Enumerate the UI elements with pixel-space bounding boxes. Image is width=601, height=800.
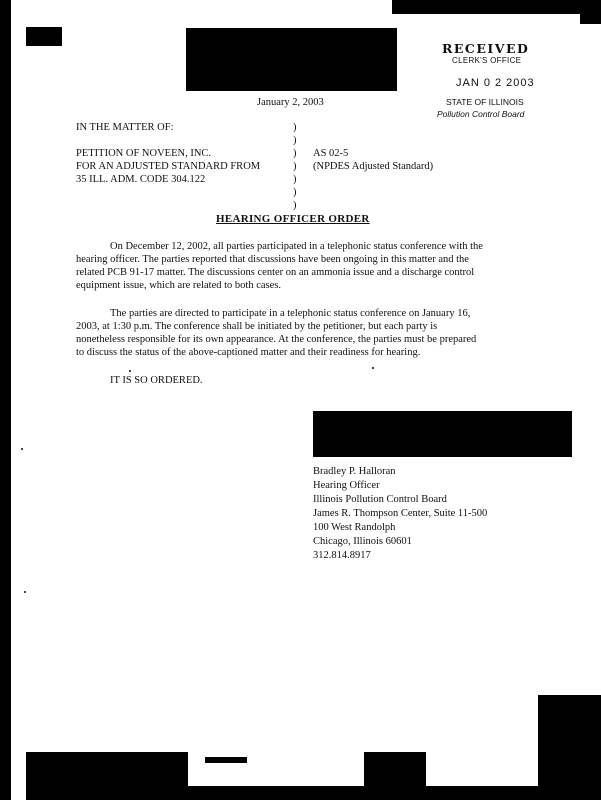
paragraph-1-line: equipment issue, which are related to both cases. xyxy=(76,280,281,291)
bottom-left-redaction xyxy=(26,752,188,800)
closing-statement: IT IS SO ORDERED. xyxy=(110,375,203,386)
signature-title: Hearing Officer xyxy=(313,480,380,491)
paragraph-1-line: On December 12, 2002, all parties participated in a telephonic status conference with the xyxy=(110,241,483,252)
signature-street: 100 West Randolph xyxy=(313,522,396,533)
bottom-right-redaction xyxy=(538,695,601,800)
paragraph-1-line: related PCB 91-17 matter. The discussions center on an ammonia issue and a discharge control xyxy=(76,267,475,278)
top-scan-bar xyxy=(392,0,601,14)
top-left-redaction xyxy=(26,27,62,46)
case-type: (NPDES Adjusted Standard) xyxy=(313,161,434,172)
signature-agency: Illinois Pollution Control Board xyxy=(313,494,447,505)
paragraph-1-line: hearing officer. The parties reported that discussions have been ongoing in this matter and the xyxy=(76,254,469,265)
scan-speck xyxy=(129,370,131,372)
scan-speck xyxy=(372,367,374,369)
received-stamp-board: Pollution Control Board xyxy=(437,109,525,119)
signature-redaction xyxy=(313,411,572,457)
bottom-strip xyxy=(188,786,538,800)
caption-petition-line: 35 ILL. ADM. CODE 304.122 xyxy=(76,174,206,185)
paragraph-2-line: 2003, at 1:30 p.m. The conference shall be initiated by the petitioner, but each party is xyxy=(76,321,438,332)
paragraph-2-line: nonetheless responsible for its own appearance. At the conference, the parties must be prepared xyxy=(76,334,477,345)
document-date: January 2, 2003 xyxy=(257,97,324,108)
signature-phone: 312.814.8917 xyxy=(313,550,371,561)
signature-city: Chicago, Illinois 60601 xyxy=(313,536,412,547)
bottom-small-mark xyxy=(205,757,247,763)
signature-name: Bradley P. Halloran xyxy=(313,466,396,477)
caption-petition-line: PETITION OF NOVEEN, INC. xyxy=(76,148,212,159)
header-redaction xyxy=(186,28,397,91)
order-heading: HEARING OFFICER ORDER xyxy=(216,213,370,225)
received-stamp-office: CLERK'S OFFICE xyxy=(452,56,522,65)
case-number: AS 02-5 xyxy=(313,148,349,159)
caption-paren-column: ) ) ) ) ) ) ) xyxy=(293,122,297,211)
signature-building: James R. Thompson Center, Suite 11-500 xyxy=(313,508,488,519)
top-right-corner-mark xyxy=(580,0,601,24)
left-scan-edge xyxy=(0,0,11,800)
received-stamp-state: STATE OF ILLINOIS xyxy=(446,97,524,107)
caption-matter-line: IN THE MATTER OF: xyxy=(76,122,174,133)
received-stamp-date: JAN 0 2 2003 xyxy=(456,77,535,89)
paragraph-2-line: to discuss the status of the above-captioned matter and their readiness for hearing. xyxy=(76,347,421,358)
received-stamp-title: RECEIVED xyxy=(442,41,530,56)
scan-speck xyxy=(21,448,23,450)
paragraph-2-line: The parties are directed to participate in a telephonic status conference on January 16, xyxy=(110,308,471,319)
scan-speck xyxy=(24,591,26,593)
caption-petition-line: FOR AN ADJUSTED STANDARD FROM xyxy=(76,161,261,172)
bottom-center-redaction xyxy=(364,752,426,788)
